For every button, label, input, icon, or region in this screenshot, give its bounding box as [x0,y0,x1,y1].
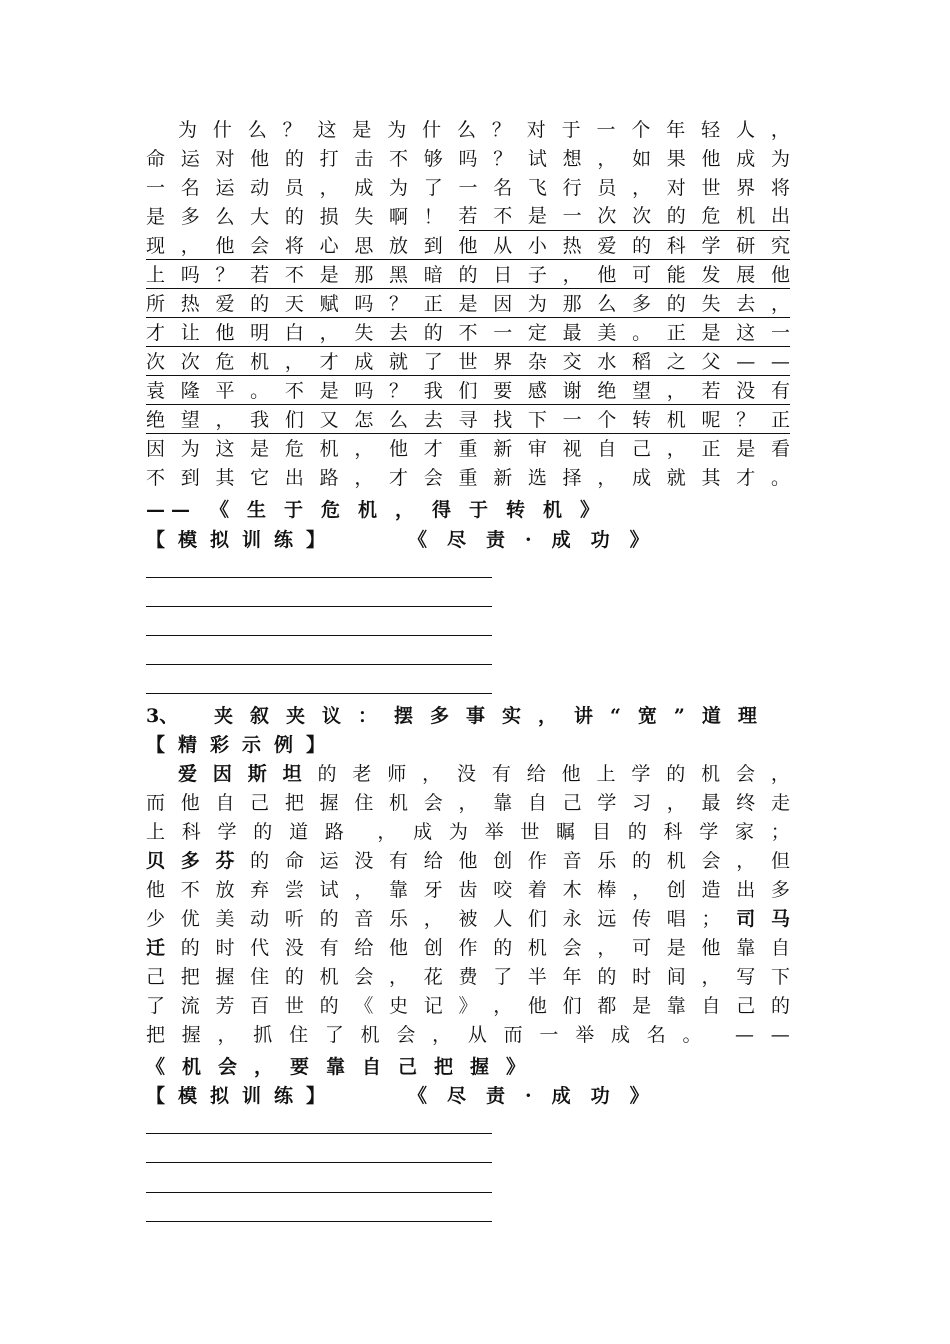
section1-practice-line [146,526,790,555]
paragraph-line: 因 为 这 是 危 机 ， 他 才 重 新 审 视 自 己 ， 正 是 看 [146,438,790,460]
section2-heading [146,702,790,731]
answer-line[interactable] [146,606,492,607]
answer-line[interactable] [146,1133,492,1134]
paragraph-line: 袁 隆 平 。 不 是 吗 ？ 我 们 要 感 谢 绝 望 ， 若 没 有 [146,377,790,405]
practice-title: 《尽责·成功》 [408,529,669,551]
paragraph-line: 上 科 学 的 道 路 ， 成 为 举 世 瞩 目 的 科 学 家 ； [146,821,790,843]
paragraph-line: 为 什 么 ？ 这 是 为 什 么 ？ 对 于 一 个 年 轻 人 ， [178,119,790,141]
paragraph-line: 爱 因 斯 坦 的 老 师 ， 没 有 给 他 上 学 的 机 会 ， [178,763,790,785]
practice-label: 【模拟训练】 [146,529,339,551]
paragraph-line: 了 流 芳 百 世 的 《 史 记 》 ， 他 们 都 是 靠 自 己 的 [146,995,790,1017]
source-dash: —— [146,499,196,521]
paragraph-line: 是 多 么 大 的 损 失 啊 ！ 若 不 是 一 次 次 的 危 机 出 [146,203,790,232]
paragraph-line: 不 到 其 它 出 路 ， 才 会 重 新 选 择 ， 成 就 其 才 。 [146,467,790,489]
paragraph-line: 所 热 爱 的 天 赋 吗 ？ 正 是 因 为 那 么 多 的 失 去 ， [146,290,790,318]
paragraph-line: 命 运 对 他 的 打 击 不 够 吗 ？ 试 想 ， 如 果 他 成 为 [146,148,790,170]
paragraph-line: 己 把 握 住 的 机 会 ， 花 费 了 半 年 的 时 间 ， 写 下 [146,966,790,988]
underline-mark [459,230,790,231]
paragraph-line: 一 名 运 动 员 ， 成 为 了 一 名 飞 行 员 ， 对 世 界 将 [146,177,790,199]
paragraph-line: 才 让 他 明 白 ， 失 去 的 不 一 定 最 美 。 正 是 这 一 [146,319,790,347]
paragraph-line: 把 握 ， 抓 住 了 机 会 ， 从 而 一 举 成 名 。 — — [146,1024,790,1046]
answer-line[interactable] [146,1221,492,1222]
practice-title: 《尽责·成功》 [408,1085,669,1107]
practice-label: 【模拟训练】 [146,1085,339,1107]
paragraph-line: 绝 望 ， 我 们 又 怎 么 去 寻 找 下 一 个 转 机 呢 ？ 正 [146,406,790,434]
example-label: 【精彩示例】 [146,734,339,756]
heading-text: 夹叙夹议：摆多事实，讲“宽”道理 [214,705,774,727]
answer-line[interactable] [146,693,492,694]
paragraph-line: 贝 多 芬 的 命 运 没 有 给 他 创 作 音 乐 的 机 会 ， 但 [146,850,790,872]
section2-source-line [146,1053,790,1082]
heading-number: 3、 [146,705,179,727]
paragraph-line: 上 吗 ？ 若 不 是 那 黑 暗 的 日 子 ， 他 可 能 发 展 他 [146,261,790,289]
answer-line[interactable] [146,577,492,578]
answer-line[interactable] [146,664,492,665]
paragraph-line: 现 ， 他 会 将 心 思 放 到 他 从 小 热 爱 的 科 学 研 究 [146,232,790,260]
answer-line[interactable] [146,635,492,636]
paragraph-line: 而 他 自 己 把 握 住 机 会 ， 靠 自 己 学 习 ， 最 终 走 [146,792,790,814]
section1-source-line [146,496,790,525]
answer-line[interactable] [146,1192,492,1193]
source-title: 《机会，要靠自己把握》 [146,1056,543,1078]
paragraph-line: 少 优 美 动 听 的 音 乐 ， 被 人 们 永 远 传 唱 ； 司 马 [146,908,790,930]
paragraph-line: 次 次 危 机 ， 才 成 就 了 世 界 杂 交 水 稻 之 父 — — [146,348,790,376]
paragraph-line: 迁 的 时 代 没 有 给 他 创 作 的 机 会 ， 可 是 他 靠 自 [146,937,790,959]
answer-line[interactable] [146,1162,492,1163]
section2-practice-line [146,1082,790,1111]
paragraph-line: 他 不 放 弃 尝 试 ， 靠 牙 齿 咬 着 木 棒 ， 创 造 出 多 [146,879,790,901]
source-title: 《生于危机，得于转机》 [210,499,618,521]
